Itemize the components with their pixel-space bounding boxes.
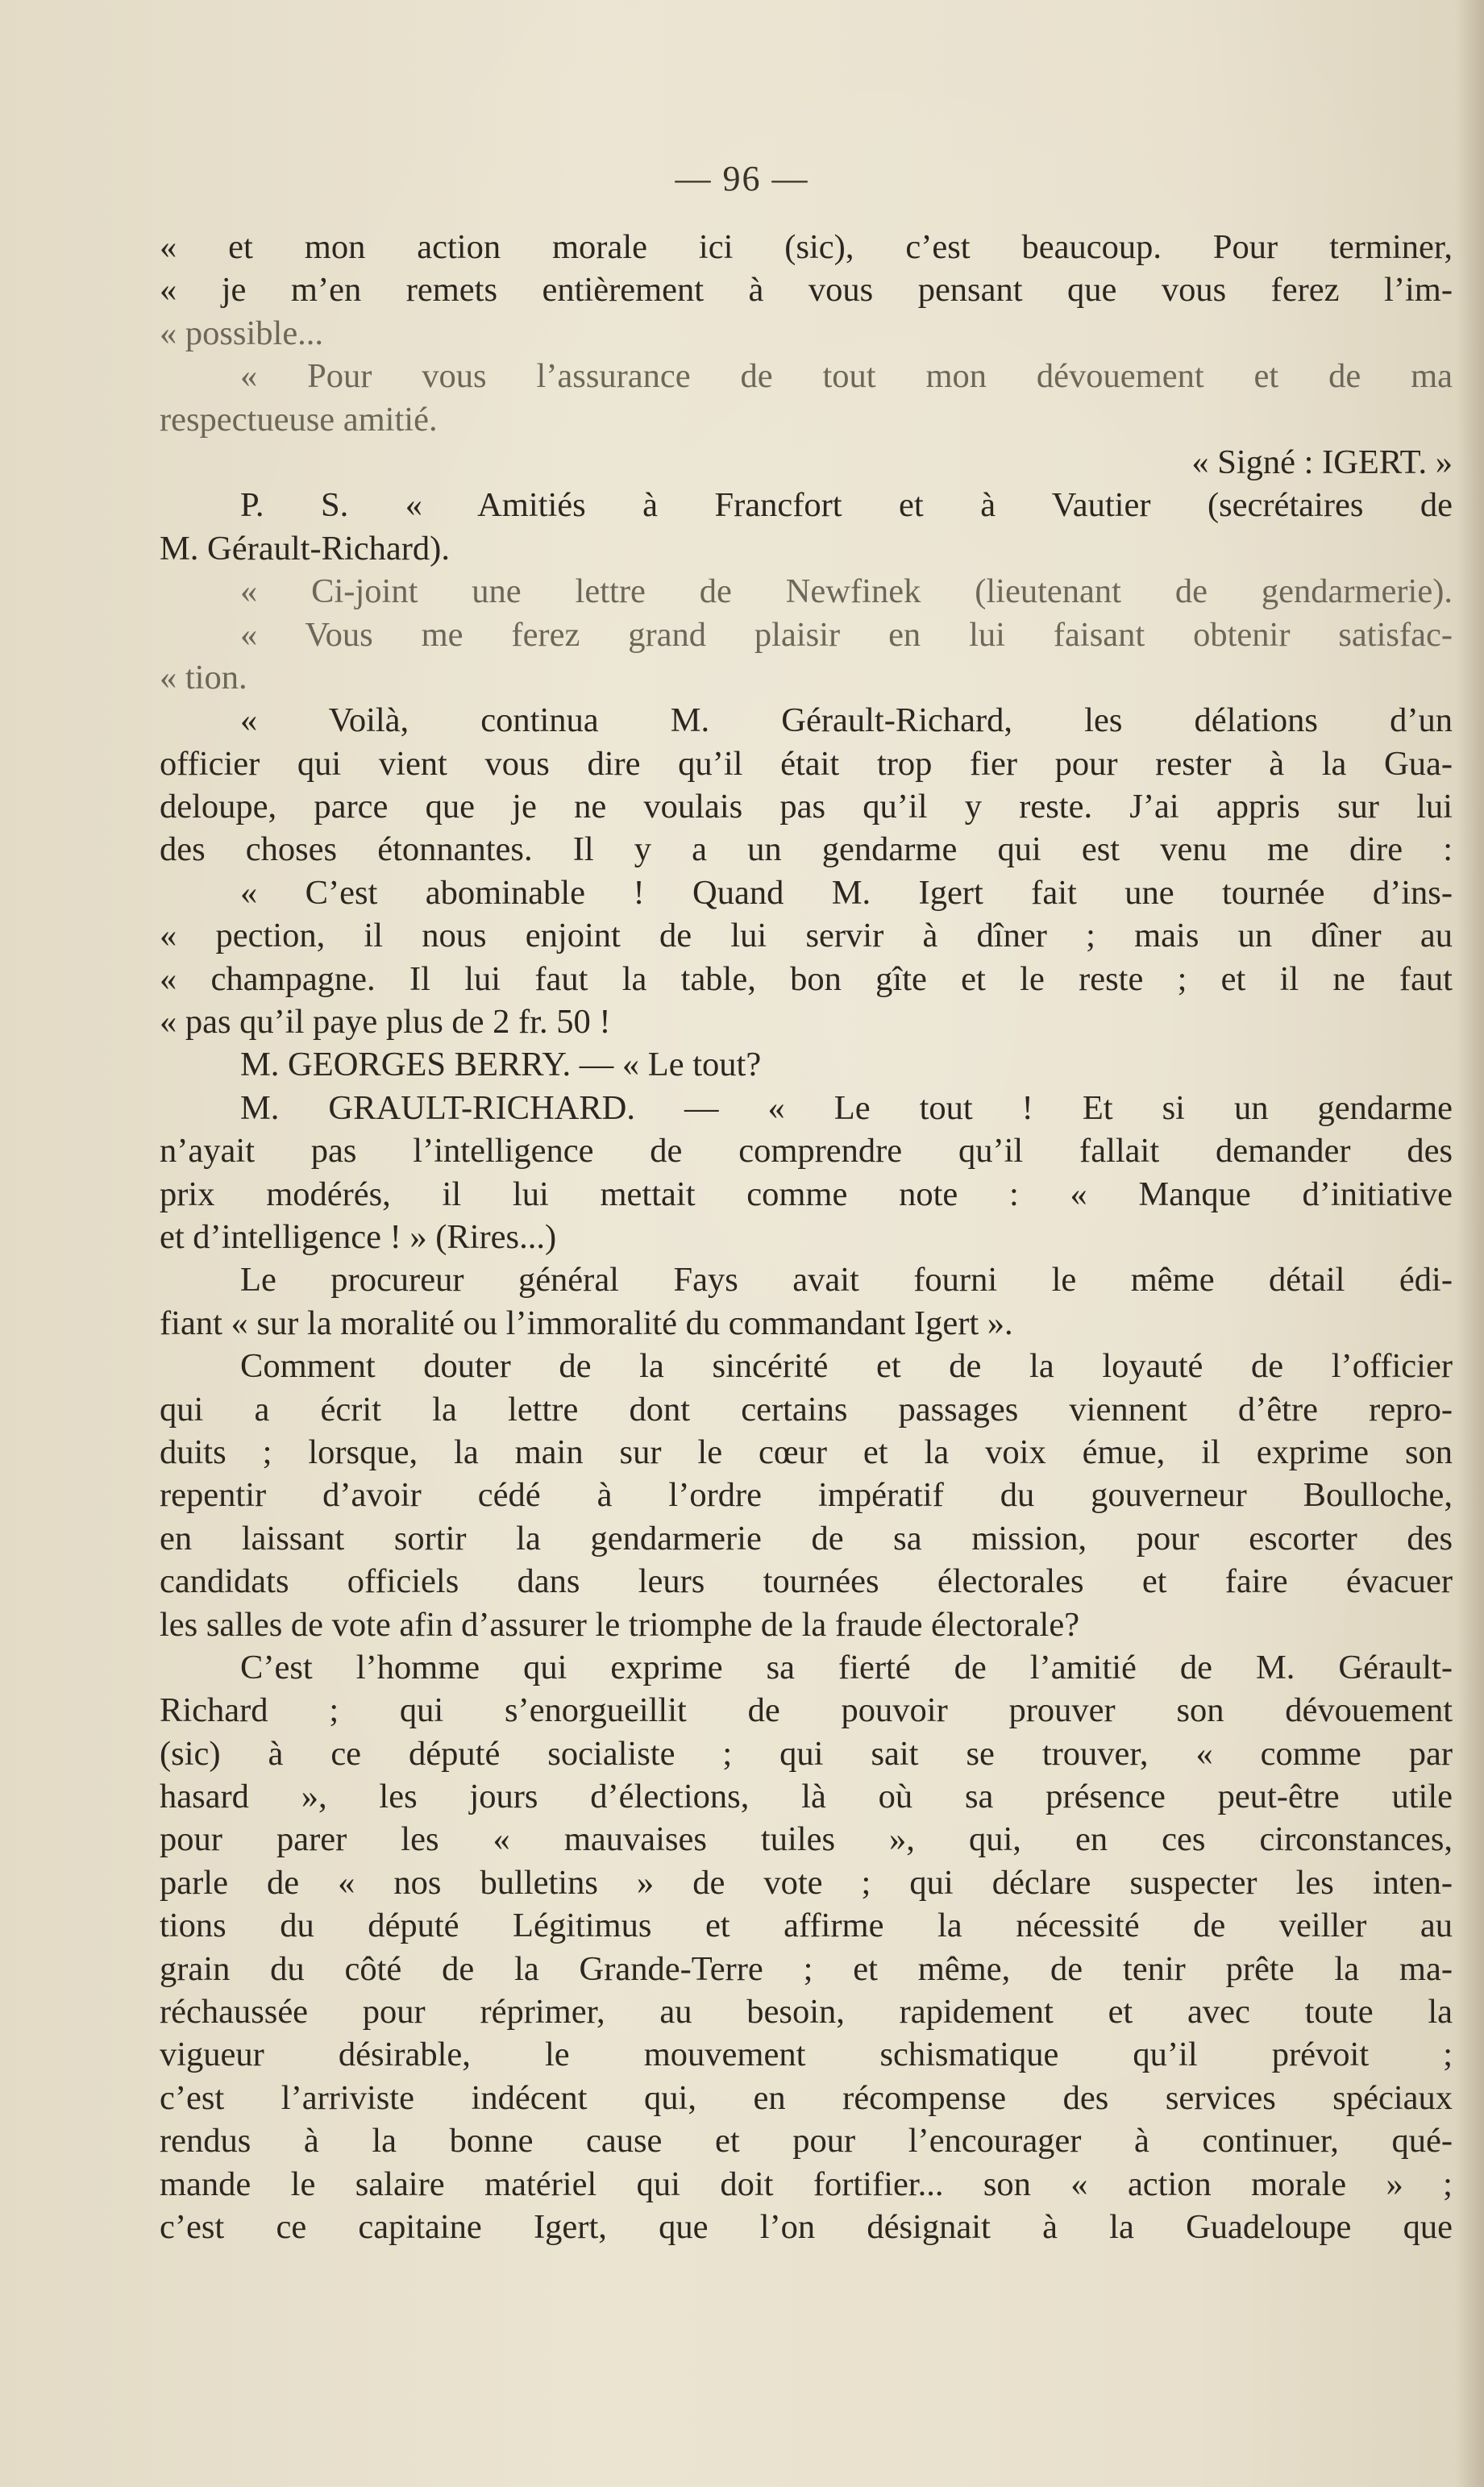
text-line: les salles de vote afin d’assurer le triomphe de la fraude électorale? [160,1605,1080,1644]
text-line: « Voilà, continua M. Gérault-Richard, les délations d’un [240,701,1453,740]
text-line: candidats officiels dans leurs tournées électorales et faire évacuer [160,1562,1453,1601]
text-line: c’est l’arriviste indécent qui, en récompense des services spéciaux [160,2078,1453,2117]
text-line: M. GRAULT-RICHARD. — « Le tout ! Et si un gendarme [240,1088,1453,1127]
text-line: officier qui vient vous dire qu’il était trop fier pour rester à la Gua- [160,744,1453,783]
text-line: qui a écrit la lettre dont certains passages viennent d’être repro- [160,1390,1453,1429]
text-line: Richard ; qui s’enorgueillit de pouvoir prouver son dévouement [160,1691,1453,1730]
signature-line: « Signé : IGERT. » [1191,443,1453,481]
text-line: C’est l’homme qui exprime sa fierté de l’amitié de M. Gérault- [240,1648,1453,1686]
text-line: en laissant sortir la gendarmerie de sa mission, pour escorter des [160,1519,1453,1557]
text-line: rendus à la bonne cause et pour l’encourager à continuer, qué- [160,2122,1453,2161]
text-line: « Pour vous l’assurance de tout mon dévouement et de ma [240,357,1453,396]
text-line: « tion. [160,658,247,697]
text-line: repentir d’avoir cédé à l’ordre impératif du gouverneur Boulloche, [160,1476,1453,1515]
text-line: « possible... [160,314,324,352]
text-line: hasard », les jours d’élections, là où sa présence peut-être utile [160,1778,1453,1816]
text-line: « pection, il nous enjoint de lui servir à dîner ; mais un dîner au [160,917,1453,955]
text-line: M. Gérault-Richard). [160,529,450,568]
text-line: prix modérés, il lui mettait comme note : « Manque d’initiative [160,1175,1453,1213]
body-text [160,226,1453,2248]
text-line: deloupe, parce que je ne voulais pas qu’il y reste. J’ai appris sur lui [160,788,1453,826]
text-line: des choses étonnantes. Il y a un gendarme qui est venu me dire : [160,830,1453,869]
page-edge-shadow [1457,0,1484,2487]
text-line: grain du côté de la Grande-Terre ; et même, de tenir prête la ma- [160,1949,1453,1988]
text-line: duits ; lorsque, la main sur le cœur et la voix émue, il exprime son [160,1433,1453,1471]
text-line: « je m’en remets entièrement à vous pensant que vous ferez l’im- [160,271,1453,310]
text-line: « Ci-joint une lettre de Newfinek (lieutenant de gendarmerie). [240,572,1453,611]
text-line: Le procureur général Fays avait fourni le même détail édi- [240,1261,1453,1300]
text-line: n’ayait pas l’intelligence de comprendre qu’il fallait demander des [160,1132,1453,1171]
text-line: (sic) à ce député socialiste ; qui sait se trouver, « comme par [160,1734,1453,1773]
text-line: « Vous me ferez grand plaisir en lui faisant obtenir satisfac- [240,615,1453,654]
text-line: c’est ce capitaine Igert, que l’on désignait à la Guadeloupe que [160,2207,1453,2246]
text-line: « et mon action morale ici (sic), c’est beaucoup. Pour terminer, [160,228,1453,266]
text-line: Comment douter de la sincérité et de la loyauté de l’officier [240,1347,1453,1386]
text-line: tions du député Légitimus et affirme la nécessité de veiller au [160,1907,1453,1945]
text-line: respectueuse amitié. [160,400,438,439]
text-line: « C’est abominable ! Quand M. Igert fait une tournée d’ins- [240,873,1453,912]
text-line: P. S. « Amitiés à Francfort et à Vautier (secrétaires de [240,486,1453,525]
text-line: M. GEORGES BERRY. — « Le tout? [240,1046,762,1084]
text-line: « pas qu’il paye plus de 2 fr. 50 ! [160,1003,611,1042]
text-line: pour parer les « mauvaises tuiles », qui, en ces circonstances, [160,1820,1453,1859]
text-line: mande le salaire matériel qui doit fortifier... son « action morale » ; [160,2165,1453,2203]
text-line: réchaussée pour réprimer, au besoin, rapidement et avec toute la [160,1993,1453,2032]
text-line: fiant « sur la moralité ou l’immoralité du commandant Igert ». [160,1304,1013,1342]
text-line: parle de « nos bulletins » de vote ; qui déclare suspecter les inten- [160,1863,1453,1902]
text-line: vigueur désirable, le mouvement schismatique qu’il prévoit ; [160,2036,1453,2074]
page-number: — 96 — [675,159,809,198]
text-line: « champagne. Il lui faut la table, bon gîte et le reste ; et il ne faut [160,959,1453,998]
text-line: et d’intelligence ! » (Rires...) [160,1217,557,1256]
